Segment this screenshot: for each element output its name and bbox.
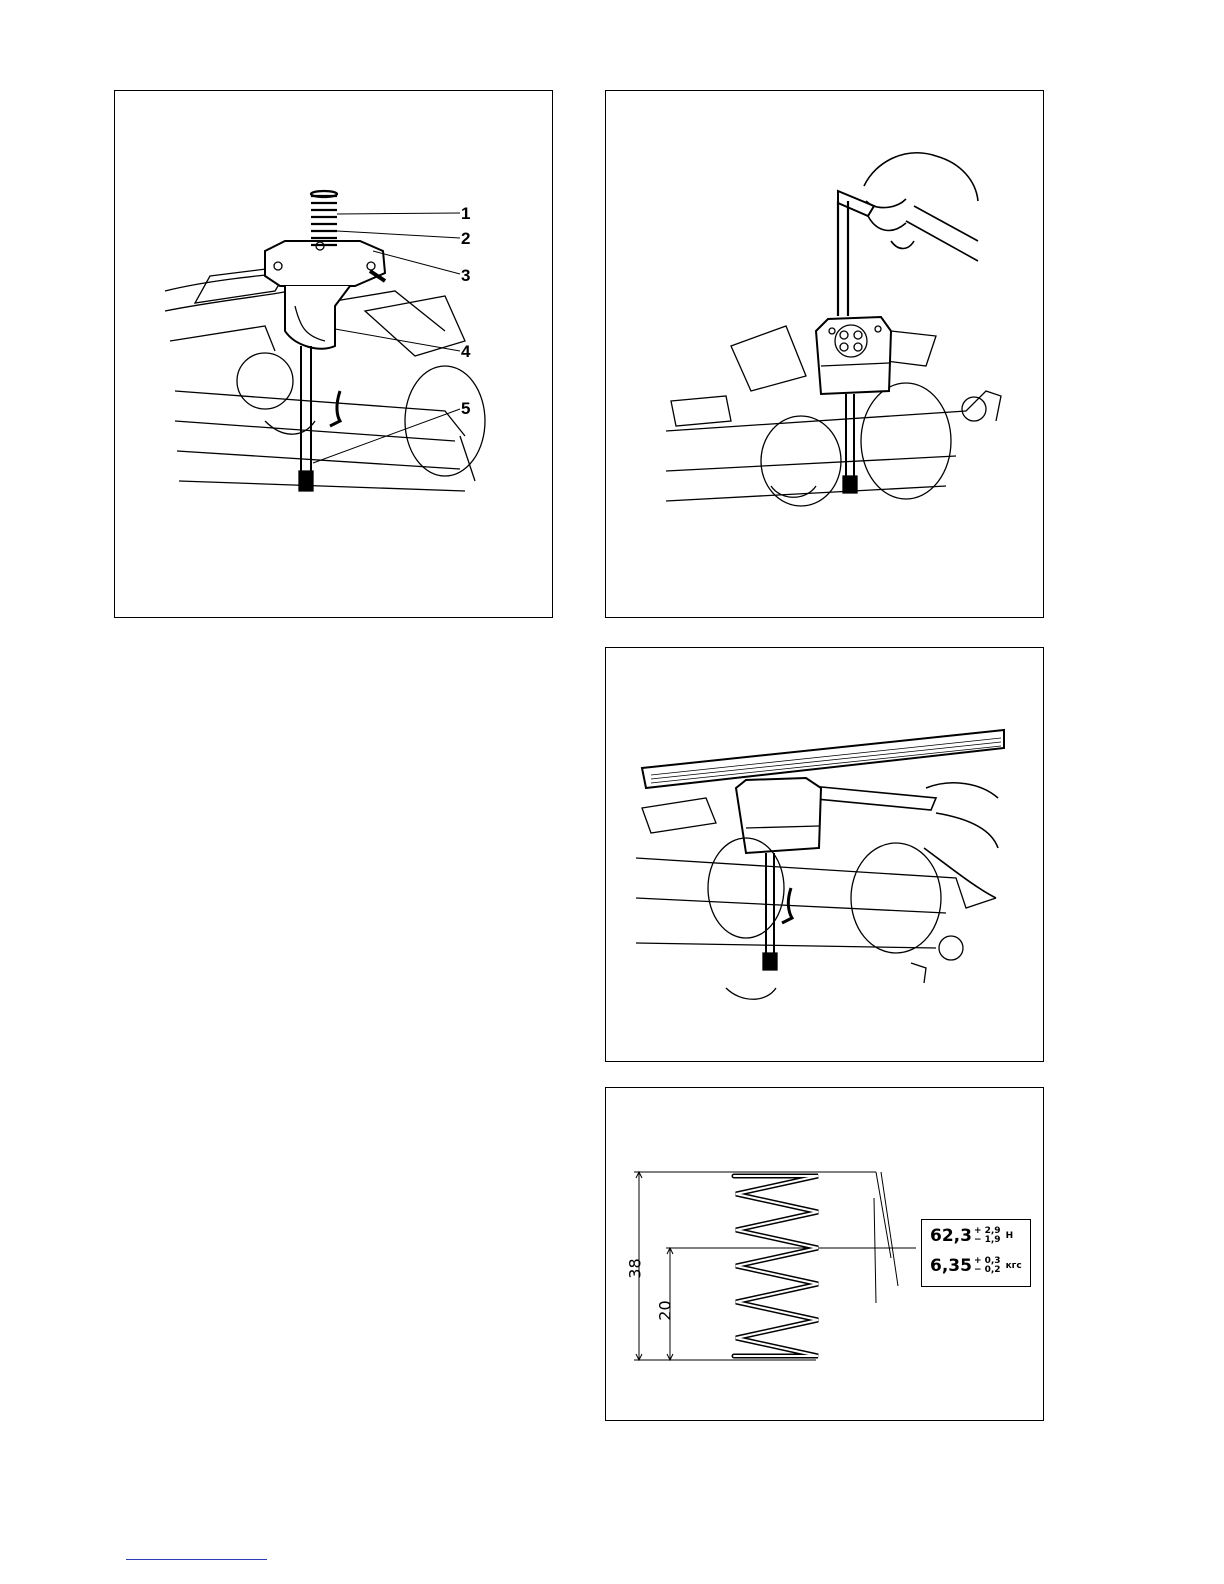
figure-hex-wrench — [605, 90, 1044, 618]
force-value-kgf: 6,35 — [930, 1256, 972, 1276]
footer-rule — [126, 1559, 267, 1560]
callout-5: 5 — [461, 399, 471, 418]
tol-minus-n: − 1,9 — [973, 1235, 1001, 1245]
callout-1: 1 — [461, 204, 471, 223]
figure-spring-spec — [605, 1087, 1044, 1421]
tol-minus-kgf: − 0,2 — [973, 1265, 1001, 1275]
tol-plus-kgf: + 0,3 — [973, 1256, 1001, 1266]
spring-force-spec-box — [921, 1219, 1031, 1287]
force-value-n: 62,3 — [930, 1226, 972, 1246]
spec-row-kgf — [930, 1256, 1022, 1276]
unit-n: Н — [1005, 1231, 1014, 1241]
dimension-38: 38 — [625, 1258, 645, 1279]
tol-plus-n: + 2,9 — [973, 1226, 1001, 1236]
callout-4: 4 — [461, 342, 471, 361]
unit-kgf: кгс — [1005, 1261, 1022, 1271]
force-tolerance-kgf — [974, 1257, 1001, 1275]
callout-3: 3 — [461, 266, 471, 285]
spec-row-newton — [930, 1226, 1013, 1246]
straightedge-gauge-illustration — [606, 648, 1045, 1063]
dimension-20: 20 — [655, 1300, 675, 1321]
figure-oil-pump-install — [114, 90, 553, 618]
figure-straightedge-gauge — [605, 647, 1044, 1062]
callout-2: 2 — [461, 229, 471, 248]
force-tolerance-n — [974, 1227, 1001, 1245]
hex-wrench-illustration — [606, 91, 1045, 619]
oil-pump-engine-illustration — [115, 91, 554, 619]
